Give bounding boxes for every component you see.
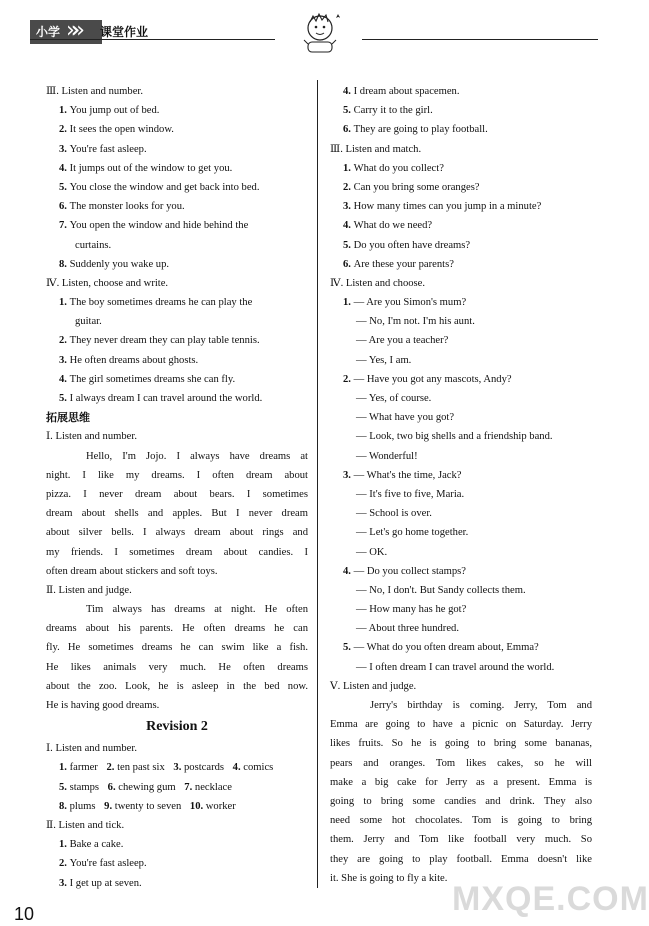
list-item: [46, 236, 308, 255]
list-item: [330, 293, 592, 312]
list-item: [46, 197, 308, 216]
passage-line: dreams about his parents. He often dreams he can: [46, 623, 308, 635]
item-number: 6.: [343, 124, 354, 136]
passage: [330, 696, 592, 888]
item-text: You're fast asleep.: [69, 143, 147, 155]
passage-line: likes fruits. So he is going to bring some bananas,: [330, 738, 592, 750]
item-number: 3.: [59, 354, 70, 366]
item-text: — School is over.: [356, 508, 432, 520]
passage-line: them. Jerry and Tom like football very much. So: [330, 834, 592, 846]
item-text: worker: [205, 800, 236, 812]
list-item: [46, 140, 308, 159]
item-text: farmer: [69, 762, 101, 774]
header-rule-right: [362, 39, 598, 40]
column-divider: [317, 80, 318, 888]
section-heading: Ⅱ. Listen and judge.: [46, 584, 132, 596]
item-text: What do you collect?: [353, 162, 444, 174]
item-text: — Are you a teacher?: [356, 335, 449, 347]
item-number: 9.: [104, 800, 115, 812]
list-item: [46, 854, 308, 873]
list-item: [330, 216, 592, 235]
item-text: — About three hundred.: [356, 623, 459, 635]
section-heading: Ⅴ. Listen and judge.: [330, 680, 417, 692]
passage: [46, 447, 308, 581]
list-item: [330, 351, 592, 370]
list-item: [46, 370, 308, 389]
item-text: chewing gum: [118, 781, 179, 793]
item-number: 1.: [59, 762, 70, 774]
item-text: The girl sometimes dreams she can fly.: [69, 373, 236, 385]
item-number: 6.: [59, 201, 70, 213]
item-text: stamps: [69, 781, 102, 793]
passage-line: it. She is going to fly a kite.: [330, 872, 448, 884]
passage-line: pears and oranges. Tom likes cakes, so he will: [330, 757, 592, 769]
list-item: [330, 331, 592, 350]
passage: [46, 600, 308, 715]
item-number: 2.: [59, 335, 70, 347]
item-number: 7.: [184, 781, 195, 793]
list-item: [46, 835, 308, 854]
list-item: [330, 581, 592, 600]
word-row: [46, 758, 308, 777]
item-number: 3.: [59, 877, 70, 889]
item-number: 3.: [343, 469, 354, 481]
section-heading: Ⅳ. Listen, choose and write.: [46, 277, 169, 289]
item-text: Are these your parents?: [353, 258, 454, 270]
item-text: necklace: [194, 781, 232, 793]
passage-line: about silver bells. I always dream about rings and: [46, 527, 308, 539]
item-number: 1.: [59, 839, 70, 851]
section-heading: Ⅱ. Listen and tick.: [46, 819, 125, 831]
list-item: [46, 331, 308, 350]
list-item: [46, 159, 308, 178]
passage-line: often dream about stickers and soft toys.: [46, 565, 218, 577]
right-column: [330, 82, 592, 888]
item-text: — I often dream I can travel around the world.: [356, 661, 555, 673]
item-text: Do you often have dreams?: [353, 239, 471, 251]
item-number: 3.: [173, 762, 184, 774]
passage-line: make a big cake for Jerry as a present. Emma is: [330, 776, 592, 788]
item-text: They never dream they can play table tennis.: [69, 335, 260, 347]
item-number: 8.: [59, 800, 70, 812]
list-item: [330, 600, 592, 619]
item-text: I dream about spacemen.: [353, 86, 460, 97]
passage-line: Jerry's birthday is coming. Jerry, Tom and: [370, 700, 592, 711]
item-number: 4.: [59, 373, 70, 385]
list-item: [330, 408, 592, 427]
list-item: [46, 255, 308, 274]
list-item: [330, 427, 592, 446]
page-number: 10: [14, 904, 35, 924]
list-item: [330, 120, 592, 139]
section-heading: Ⅰ. Listen and number.: [46, 431, 137, 443]
item-text: It sees the open window.: [69, 124, 174, 136]
item-text: You're fast asleep.: [69, 858, 147, 870]
item-number: 6.: [343, 258, 354, 270]
list-item: [330, 543, 592, 562]
item-text: — Look, two big shells and a friendship band.: [356, 431, 553, 443]
exercise-list: [46, 101, 308, 274]
list-item: [330, 466, 592, 485]
item-number: 1.: [343, 297, 354, 309]
list-item: [330, 178, 592, 197]
item-text: You close the window and get back into bed.: [69, 181, 260, 193]
item-text: The boy sometimes dreams he can play the: [69, 297, 253, 309]
section-heading: Ⅲ. Listen and number.: [46, 86, 144, 97]
list-item: [330, 619, 592, 638]
list-item: [330, 255, 592, 274]
word-row: [46, 797, 308, 816]
item-text: — No, I'm not. I'm his aunt.: [356, 316, 475, 328]
list-item: [330, 485, 592, 504]
list-item: [46, 874, 308, 893]
item-text: — What's the time, Jack?: [353, 469, 462, 481]
item-number: 2.: [59, 124, 70, 136]
item-text: — It's five to five, Maria.: [356, 488, 465, 500]
list-item: [330, 562, 592, 581]
item-text: curtains.: [75, 239, 112, 251]
passage-line: going to bring some candies and drink. They also: [330, 795, 592, 807]
list-item: [330, 504, 592, 523]
item-text: — How many has he got?: [356, 604, 467, 616]
exercise-list: [46, 835, 308, 893]
item-number: 5.: [343, 105, 354, 117]
item-text: — Yes, of course.: [356, 393, 432, 404]
cartoon-boy-mascot-icon: [296, 10, 344, 56]
item-text: — Let's go home together.: [356, 527, 469, 539]
item-text: — Wonderful!: [356, 450, 418, 462]
item-number: 2.: [343, 181, 354, 193]
item-text: The monster looks for you.: [69, 201, 185, 213]
passage-line: Emma are going to have a picnic on Saturday. Jerry: [330, 719, 592, 731]
list-item: [330, 658, 592, 677]
passage-line: Hello, I'm Jojo. I always have dreams at: [86, 450, 308, 462]
item-text: He often dreams about ghosts.: [69, 354, 199, 366]
item-number: 3.: [59, 143, 70, 155]
passage-line: Tim always has dreams at night. He often: [86, 604, 308, 616]
item-number: 4.: [343, 220, 354, 232]
item-text: You open the window and hide behind the: [69, 220, 249, 232]
list-item: [330, 638, 592, 657]
item-number: 5.: [343, 642, 354, 654]
item-number: 2.: [343, 373, 354, 385]
item-text: guitar.: [75, 316, 102, 328]
item-number: 7.: [59, 220, 70, 232]
item-number: 2.: [59, 858, 70, 870]
word-row: [46, 778, 308, 797]
item-number: 5.: [343, 239, 354, 251]
item-text: — No, I don't. But Sandy collects them.: [356, 584, 526, 596]
section-heading: Ⅰ. Listen and number.: [46, 743, 137, 755]
item-text: You jump out of bed.: [69, 105, 160, 117]
item-number: 8.: [59, 258, 70, 270]
exercise-list: [46, 293, 308, 408]
list-item: [46, 389, 308, 408]
exercise-list: [330, 82, 592, 140]
extension-heading: 拓展思维: [46, 411, 90, 425]
item-text: comics: [243, 762, 274, 774]
list-item: [46, 120, 308, 139]
header-rule-left: [30, 39, 275, 40]
list-item: [46, 312, 308, 331]
chevron-decoration-icon: »»: [66, 18, 77, 43]
item-text: twenty to seven: [114, 800, 184, 812]
item-number: 1.: [59, 297, 70, 309]
passage-line: He is having good dreams.: [46, 700, 160, 711]
item-text: — Do you collect stamps?: [353, 565, 466, 577]
item-text: — What have you got?: [356, 412, 455, 424]
list-item: [330, 159, 592, 178]
item-number: 5.: [59, 181, 70, 193]
list-item: [330, 236, 592, 255]
item-number: 3.: [343, 201, 354, 213]
item-number: 10.: [189, 800, 206, 812]
item-text: — OK.: [356, 546, 388, 558]
item-text: — What do you often dream about, Emma?: [353, 642, 539, 654]
passage-line: about the zoo. Look, he is asleep in the bed now.: [46, 680, 308, 692]
item-text: What do we need?: [353, 220, 433, 232]
item-text: — Have you got any mascots, Andy?: [353, 373, 512, 385]
list-item: [330, 82, 592, 101]
list-item: [330, 447, 592, 466]
item-number: 4.: [343, 86, 354, 97]
item-number: 5.: [59, 781, 70, 793]
item-text: It jumps out of the window to get you.: [69, 162, 233, 174]
revision-title: Revision 2: [146, 719, 208, 735]
watermark: MXQE.COM: [452, 880, 649, 918]
item-text: I get up at seven.: [69, 877, 142, 889]
passage-line: need some hot chocolates. Tom is going to bring: [330, 815, 592, 827]
list-item: [330, 197, 592, 216]
passage-line: night. I like my dreams. I often dream about: [46, 469, 308, 481]
item-text: Carry it to the girl.: [353, 105, 433, 117]
dialogue-list: [330, 293, 592, 677]
passage-line: He likes animals very much. He often dreams: [46, 661, 308, 673]
item-text: plums: [69, 800, 99, 812]
item-text: — Yes, I am.: [356, 354, 412, 366]
list-item: [46, 178, 308, 197]
item-number: 2.: [106, 762, 118, 774]
item-number: 6.: [107, 781, 119, 793]
item-number: 1.: [343, 162, 354, 174]
item-text: — Are you Simon's mum?: [353, 297, 467, 309]
exercise-list: [330, 159, 592, 274]
list-item: [330, 312, 592, 331]
item-text: I always dream I can travel around the world.: [69, 393, 263, 404]
list-item: [46, 351, 308, 370]
book-title: 课堂作业: [100, 25, 149, 39]
list-item: [330, 389, 592, 408]
item-text: They are going to play football.: [353, 124, 488, 136]
section-heading: Ⅲ. Listen and match.: [330, 143, 422, 155]
item-text: Suddenly you wake up.: [69, 258, 170, 270]
list-item: [46, 101, 308, 120]
passage-line: my friends. I sometimes dream about candies. I: [46, 546, 308, 558]
item-text: ten past six: [117, 762, 168, 774]
section-heading: Ⅳ. Listen and choose.: [330, 277, 426, 289]
item-number: 1.: [59, 105, 70, 117]
word-list: [46, 758, 308, 816]
left-column: [46, 82, 308, 893]
item-number: 4.: [232, 762, 244, 774]
item-text: postcards: [184, 762, 227, 774]
list-item: [46, 216, 308, 235]
passage-line: they are going to play football. Emma doesn't like: [330, 853, 592, 865]
passage-line: dream about shells and apples. But I never dream: [46, 508, 308, 520]
list-item: [330, 101, 592, 120]
item-text: Can you bring some oranges?: [353, 181, 480, 193]
item-text: How many times can you jump in a minute?: [353, 201, 542, 213]
passage-line: fly. He sometimes dreams he can swim like a fish.: [46, 642, 308, 654]
list-item: [46, 293, 308, 312]
item-number: 4.: [343, 565, 354, 577]
list-item: [330, 370, 592, 389]
grade-label: 小学: [30, 20, 102, 44]
item-number: 5.: [59, 393, 70, 404]
item-text: Bake a cake.: [69, 839, 124, 851]
item-number: 4.: [59, 162, 70, 174]
list-item: [330, 523, 592, 542]
passage-line: pizza. I never dream about bears. I sometimes: [46, 488, 308, 500]
